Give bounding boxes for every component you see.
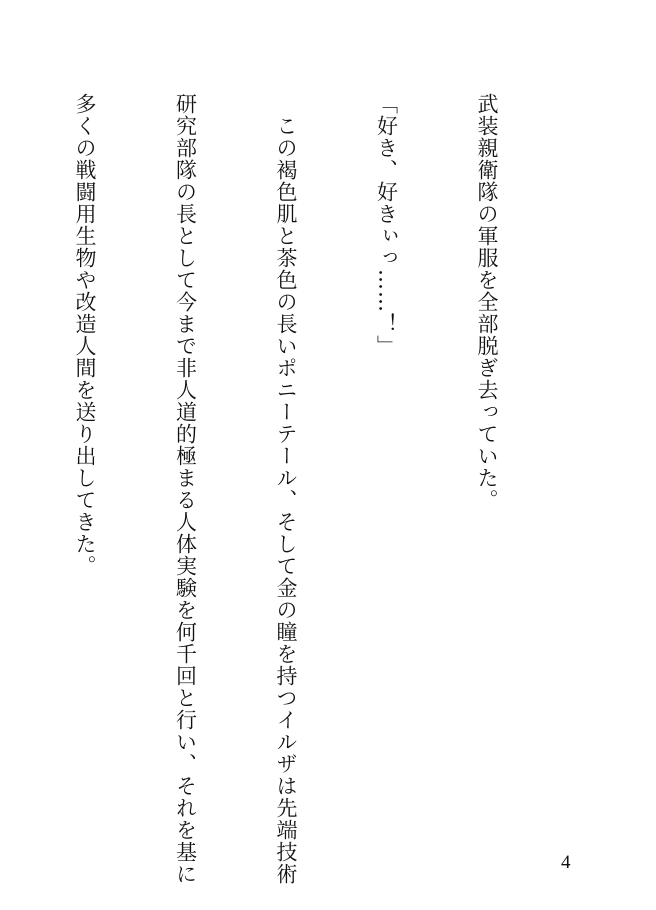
vertical-text-body xyxy=(0,93,570,885)
page-number: 4 xyxy=(561,852,571,873)
text-line: この褐色肌と茶色の長いポニーテール、そして金の瞳を持つイルザは先端技術 xyxy=(274,93,298,885)
text-line xyxy=(0,93,1,838)
text-line: 「好き、好きぃっ……！」 xyxy=(374,93,399,357)
text-line: 武装親衛隊の軍服を全部脱ぎ去っていた。 xyxy=(475,93,499,511)
text-line: 研究部隊の長として今まで非人道的極まる人体実験を何千回と行い、それを基に xyxy=(173,93,198,885)
text-line: 多くの戦闘用生物や改造人間を送り出してきた。 xyxy=(73,93,97,577)
